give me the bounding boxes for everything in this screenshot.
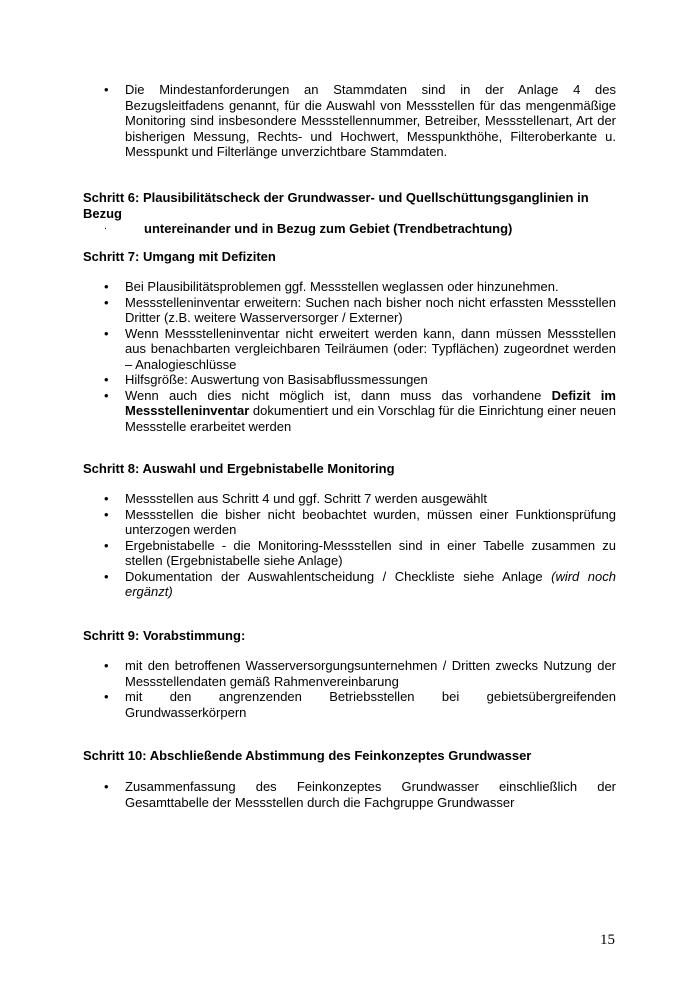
deficit-text-pre: Wenn auch dies nicht möglich ist, dann muss das vorhandene <box>125 387 552 403</box>
list-item <box>0 658 700 689</box>
list-item-text: mit den angrenzenden Betriebsstellen bei gebietsübergreifenden Grundwasserkörpern <box>125 689 616 720</box>
documentation-note: (wird noch ergänzt) <box>125 568 616 599</box>
step7-heading: Schritt 7: Umgang mit Defiziten <box>83 249 276 264</box>
list-item <box>0 279 700 295</box>
intro-bullet-list <box>0 82 700 160</box>
list-item <box>0 507 700 538</box>
bullet-icon: • <box>104 568 109 584</box>
list-item-text: Zusammenfassung des Feinkonzeptes Grundwasser einschließlich der Gesamttabelle der Messstellen durch die Fachgruppe Grundwasser <box>125 779 616 810</box>
list-item-text: mit den betroffenen Wasserversorgungsunternehmen / Dritten zwecks Nutzung der Messstellendaten gemäß Rahmenvereinbarung <box>125 658 616 689</box>
bullet-icon: • <box>104 387 109 403</box>
list-item-text <box>125 388 616 435</box>
bullet-icon: • <box>104 279 109 294</box>
list-item <box>0 82 700 160</box>
step6-title-line2: untereinander und in Bezug zum Gebiet (Trendbetrachtung) <box>144 221 513 236</box>
bullet-icon: • <box>104 294 109 310</box>
list-item <box>0 372 700 388</box>
step9-heading: Schritt 9: Vorabstimmung: <box>83 628 246 643</box>
step9-bullet-list <box>0 658 700 720</box>
step10-heading: Schritt 10: Abschließende Abstimmung des Feinkonzeptes Grundwasser <box>83 748 532 763</box>
list-item-text: Messstellen die bisher nicht beobachtet wurden, müssen einer Funktionsprüfung unterzogen werden <box>125 506 616 537</box>
list-item <box>0 491 700 507</box>
bullet-icon: • <box>104 658 109 673</box>
documentation-text: Dokumentation der Auswahlentscheidung / Checkliste siehe Anlage <box>125 568 552 584</box>
list-item <box>0 295 700 326</box>
bullet-icon: • <box>104 537 109 553</box>
step10-bullet-list <box>0 779 700 810</box>
step6-title-line1: Schritt 6: Plausibilitätscheck der Grundwasser- und Quellschüttungsganglinien in Bezug <box>83 190 589 221</box>
deficit-text-bold: Defizit im Messstelleninventar <box>125 387 616 418</box>
list-item-text: Wenn Messstelleninventar nicht erweitert werden kann, dann müssen Messstellen aus benachbarten vergleichbaren Teilräumen (oder: Typflächen) zugeordnet werden – Analogieschlüsse <box>125 325 616 372</box>
bullet-icon: • <box>104 689 109 704</box>
bullet-icon: • <box>104 325 109 341</box>
deficit-text-post: dokumentiert und ein Vorschlag für die Einrichtung einer neuen Messstelle erarbeitet werden <box>125 403 616 434</box>
list-item <box>0 689 700 720</box>
bullet-icon: • <box>104 506 109 522</box>
stray-dot: . <box>104 220 108 232</box>
list-item-text: Hilfsgröße: Auswertung von Basisabflussmessungen <box>125 372 428 387</box>
list-item-text: Bei Plausibilitätsproblemen ggf. Messstellen weglassen oder hinzunehmen. <box>125 279 559 294</box>
step7-bullet-list <box>0 279 700 434</box>
step8-bullet-list <box>0 491 700 600</box>
bullet-icon: • <box>104 372 109 387</box>
list-item <box>0 538 700 569</box>
list-item-text: Die Mindestanforderungen an Stammdaten sind in der Anlage 4 des Bezugsleitfadens genannt, für die Auswahl von Messstellen für das mengenmäßige Monitoring sind insbesondere Messstellennummer, Betreiber, Messstellenart, Art der bisherigen Messung, Rechts- und Hochwert, Messpunkthöhe, Filteroberkante u. Messpunkt und Filterlänge unverzichtbare Stammdaten. <box>125 82 616 159</box>
bullet-icon: • <box>104 779 109 794</box>
step8-heading: Schritt 8: Auswahl und Ergebnistabelle Monitoring <box>83 461 395 476</box>
page-number: 15 <box>600 932 615 948</box>
bullet-icon: • <box>104 82 109 97</box>
bullet-icon: • <box>104 491 109 506</box>
list-item-text: Ergebnistabelle - die Monitoring-Messstellen sind in einer Tabelle zusammen zu stellen (Ergebnistabelle siehe Anlage) <box>125 537 616 568</box>
step6-heading <box>83 190 618 237</box>
list-item-text: Messstelleninventar erweitern: Suchen nach bisher noch nicht erfassten Messstellen Dritter (z.B. weitere Wasserversorger / Externer) <box>125 294 616 325</box>
list-item <box>0 326 700 373</box>
list-item-text <box>125 569 616 600</box>
list-item <box>0 569 700 600</box>
list-item <box>0 388 700 435</box>
list-item-text: Messstellen aus Schritt 4 und ggf. Schritt 7 werden ausgewählt <box>125 491 488 506</box>
list-item <box>0 779 700 810</box>
